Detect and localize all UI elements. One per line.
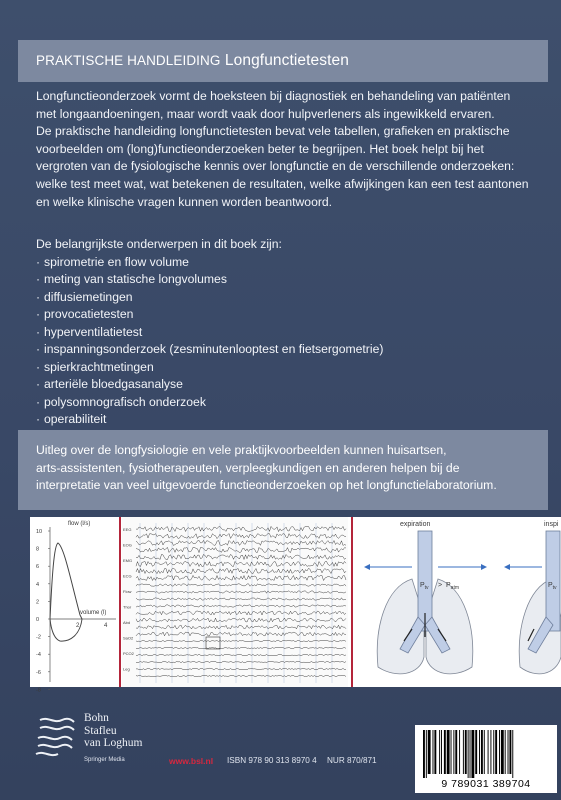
barcode-bar: [505, 730, 506, 774]
barcode-bar: [447, 730, 450, 774]
barcode-bar: [434, 730, 436, 774]
publisher-line: Stafleu: [84, 724, 117, 737]
signal-trace: [136, 591, 346, 593]
summary-line: Uitleg over de longfysiologie en vele praktijkvoorbeelden kunnen huisartsen,: [36, 443, 447, 457]
barcode-bar: [428, 730, 431, 774]
barcode-bar: [490, 730, 491, 774]
intro-line: vergroten van de fysiologische kennis over longfunctie en de verschillende onderzoeken:: [36, 159, 515, 174]
atm-pressure-label: $P_{atm}$: [446, 582, 460, 591]
barcode-bar: [465, 730, 467, 774]
arrowhead-icon: [504, 564, 510, 570]
barcode-bar: [455, 730, 457, 774]
intro-line: en welke klinische vragen kunnen worden beantwoord.: [36, 194, 333, 209]
channel-label: ECG: [123, 573, 132, 579]
y-tick-label: 6: [36, 564, 40, 571]
signal-trace: [136, 611, 346, 615]
barcode-bar: [471, 730, 474, 778]
polysomnography-figure: [122, 517, 348, 687]
publisher-logo-icon: [34, 712, 80, 758]
intro-line: Longfunctieonderzoek vormt de hoeksteen bij diagnostiek en behandeling van patiënten: [36, 89, 511, 103]
topic-item: · spirometrie en flow volume: [36, 254, 383, 272]
signal-trace: [136, 647, 346, 649]
barcode-bar: [479, 730, 480, 774]
signal-trace: [136, 575, 346, 580]
y-tick-label: -8: [36, 687, 41, 694]
summary-line: arts-assistenten, fysiotherapeuten, verpleegkundigen en anderen helpen bij de: [36, 460, 460, 475]
signal-trace: [136, 640, 346, 642]
book-title: Longfunctietesten: [224, 52, 349, 69]
website-link[interactable]: www.bsl.nl: [169, 756, 214, 766]
arrowhead-icon: [364, 564, 370, 570]
event-marker: [206, 637, 220, 649]
y-tick-label: -4: [36, 652, 41, 659]
barcode-bar: [451, 730, 452, 774]
barcode-bar: [468, 730, 469, 778]
topic-item: · arteriële bloedgasanalyse: [36, 376, 383, 394]
topic-item: · diffusiemetingen: [36, 289, 383, 307]
figure-strip: [30, 517, 561, 694]
intro-line: voorbeelden om (long)functieonderzoeken beter te begrijpen. Het boek helpt bij het: [36, 141, 484, 156]
barcode-bar: [444, 730, 446, 774]
y-tick-label: 4: [36, 581, 40, 588]
channel-label: SaO2: [123, 635, 134, 641]
second-trachea: [546, 531, 560, 631]
intro-line: De praktische handleiding longfunctietesten bevat vele tabellen, grafieken en praktische: [36, 124, 510, 139]
barcode-bar: [439, 730, 440, 774]
compare-sign: >: [438, 582, 443, 589]
publisher-line: van Loghum: [84, 737, 143, 749]
y-tick-label: -6: [36, 669, 41, 676]
red-divider: [119, 517, 121, 687]
topic-item: · meting van statische longvolumes: [36, 271, 383, 289]
topics-list: [36, 254, 383, 429]
channel-label: Abd: [123, 620, 131, 625]
signal-trace: [136, 561, 346, 566]
barcode-digits: 9 789031 389704: [441, 778, 531, 790]
signal-trace: [136, 632, 346, 636]
barcode-bar: [453, 730, 454, 774]
publisher-media: Springer Media: [84, 756, 125, 763]
topics-heading: De belangrijkste onderwerpen in dit boek zijn:: [36, 237, 282, 251]
channel-label: Thor: [123, 604, 132, 610]
x-tick-label: 2: [76, 623, 80, 629]
signal-trace: [136, 554, 346, 559]
expiration-label: expiration: [400, 521, 431, 528]
signal-trace: [136, 526, 346, 531]
barcode-bar: [488, 730, 489, 774]
pressure-label: $P_{tv}$: [420, 582, 429, 591]
signal-trace: [136, 584, 346, 586]
isbn-text: ISBN 978 90 313 8970 4: [227, 756, 317, 765]
barcode-bar: [423, 730, 425, 778]
signal-trace: [136, 625, 346, 629]
y-tick-label: 10: [36, 529, 43, 535]
x-tick-label: 4: [104, 623, 108, 629]
channel-label: PCO2: [123, 651, 134, 656]
inspiration-label: inspi: [544, 521, 559, 528]
barcode-bars: [421, 730, 551, 778]
barcode-bar: [475, 730, 477, 774]
series-name: PRAKTISCHE HANDLEIDING: [36, 53, 221, 68]
volume-axis-label: volume (l): [80, 610, 107, 616]
red-divider: [351, 517, 353, 687]
flow-y-ticks: [36, 529, 50, 693]
y-tick-label: 2: [36, 599, 40, 606]
topic-item: · hyperventilatietest: [36, 324, 383, 342]
flow-volume-figure: [30, 517, 116, 694]
signal-trace: [136, 540, 346, 545]
barcode-bar: [501, 730, 504, 774]
channel-label: EEG: [123, 527, 132, 532]
y-tick-label: 8: [36, 546, 40, 553]
nur-text: NUR 870/871: [327, 756, 377, 765]
lung-pressure-figure: [356, 517, 561, 687]
barcode-bar: [433, 730, 434, 774]
topic-item: · spierkrachtmetingen: [36, 359, 383, 377]
signal-trace: [136, 547, 346, 552]
signal-trace: [136, 675, 346, 677]
title-bar: [18, 40, 548, 82]
intro-paragraph: [36, 88, 541, 211]
barcode-bar: [509, 730, 511, 774]
barcode-bar: [481, 730, 483, 774]
topic-item: · provocatietesten: [36, 306, 383, 324]
barcode-bar: [493, 730, 494, 774]
y-tick-label: 0: [36, 617, 40, 623]
channel-label: EOG: [123, 542, 132, 548]
topic-item: · inspanningsonderzoek (zesminutenlooptest en fietsergometrie): [36, 341, 383, 359]
topic-item: · operabiliteit: [36, 411, 383, 429]
signal-trace: [136, 668, 346, 670]
barcode-bar: [508, 730, 509, 774]
summary-line: interpretatie van veel uitgevoerde functieonderzoeken op het longfunctielaboratorium.: [36, 478, 497, 493]
signal-trace: [136, 605, 346, 607]
signal-trace: [136, 534, 346, 539]
pressure-label: $P_{tv}$: [548, 582, 557, 591]
barcode-bar: [484, 730, 485, 774]
publisher-line: Bohn: [84, 712, 109, 724]
barcode-bar: [512, 730, 513, 778]
signal-trace: [136, 598, 346, 600]
barcode: [415, 725, 557, 793]
flow-axis-label: flow (l/s): [68, 521, 91, 527]
signal-trace: [136, 661, 346, 663]
topic-item: · polysomnografisch onderzoek: [36, 394, 383, 412]
y-tick-label: -2: [36, 634, 41, 641]
intro-line: met longaandoeningen, maar wordt vaak door hulpverleners als ingewikkeld ervaren.: [36, 106, 495, 121]
summary-paragraph: [36, 442, 541, 495]
channel-label: Flow: [123, 589, 132, 594]
intro-line: welke test meet wat, wat betekenen de resultaten, welke afwijkingen kan een test aantonen: [36, 176, 529, 191]
barcode-bar: [463, 730, 464, 774]
barcode-bar: [441, 730, 442, 774]
barcode-bar: [495, 730, 497, 774]
channel-label: Leg: [123, 666, 130, 672]
arrowhead-icon: [481, 564, 487, 570]
signal-trace: [136, 618, 346, 622]
barcode-bar: [426, 730, 427, 778]
signal-trace: [136, 568, 346, 573]
channel-label: EMG: [123, 558, 133, 563]
signal-trace: [136, 654, 346, 656]
barcode-bar: [499, 730, 500, 774]
barcode-bar: [459, 730, 460, 774]
barcode-bar: [470, 730, 471, 778]
